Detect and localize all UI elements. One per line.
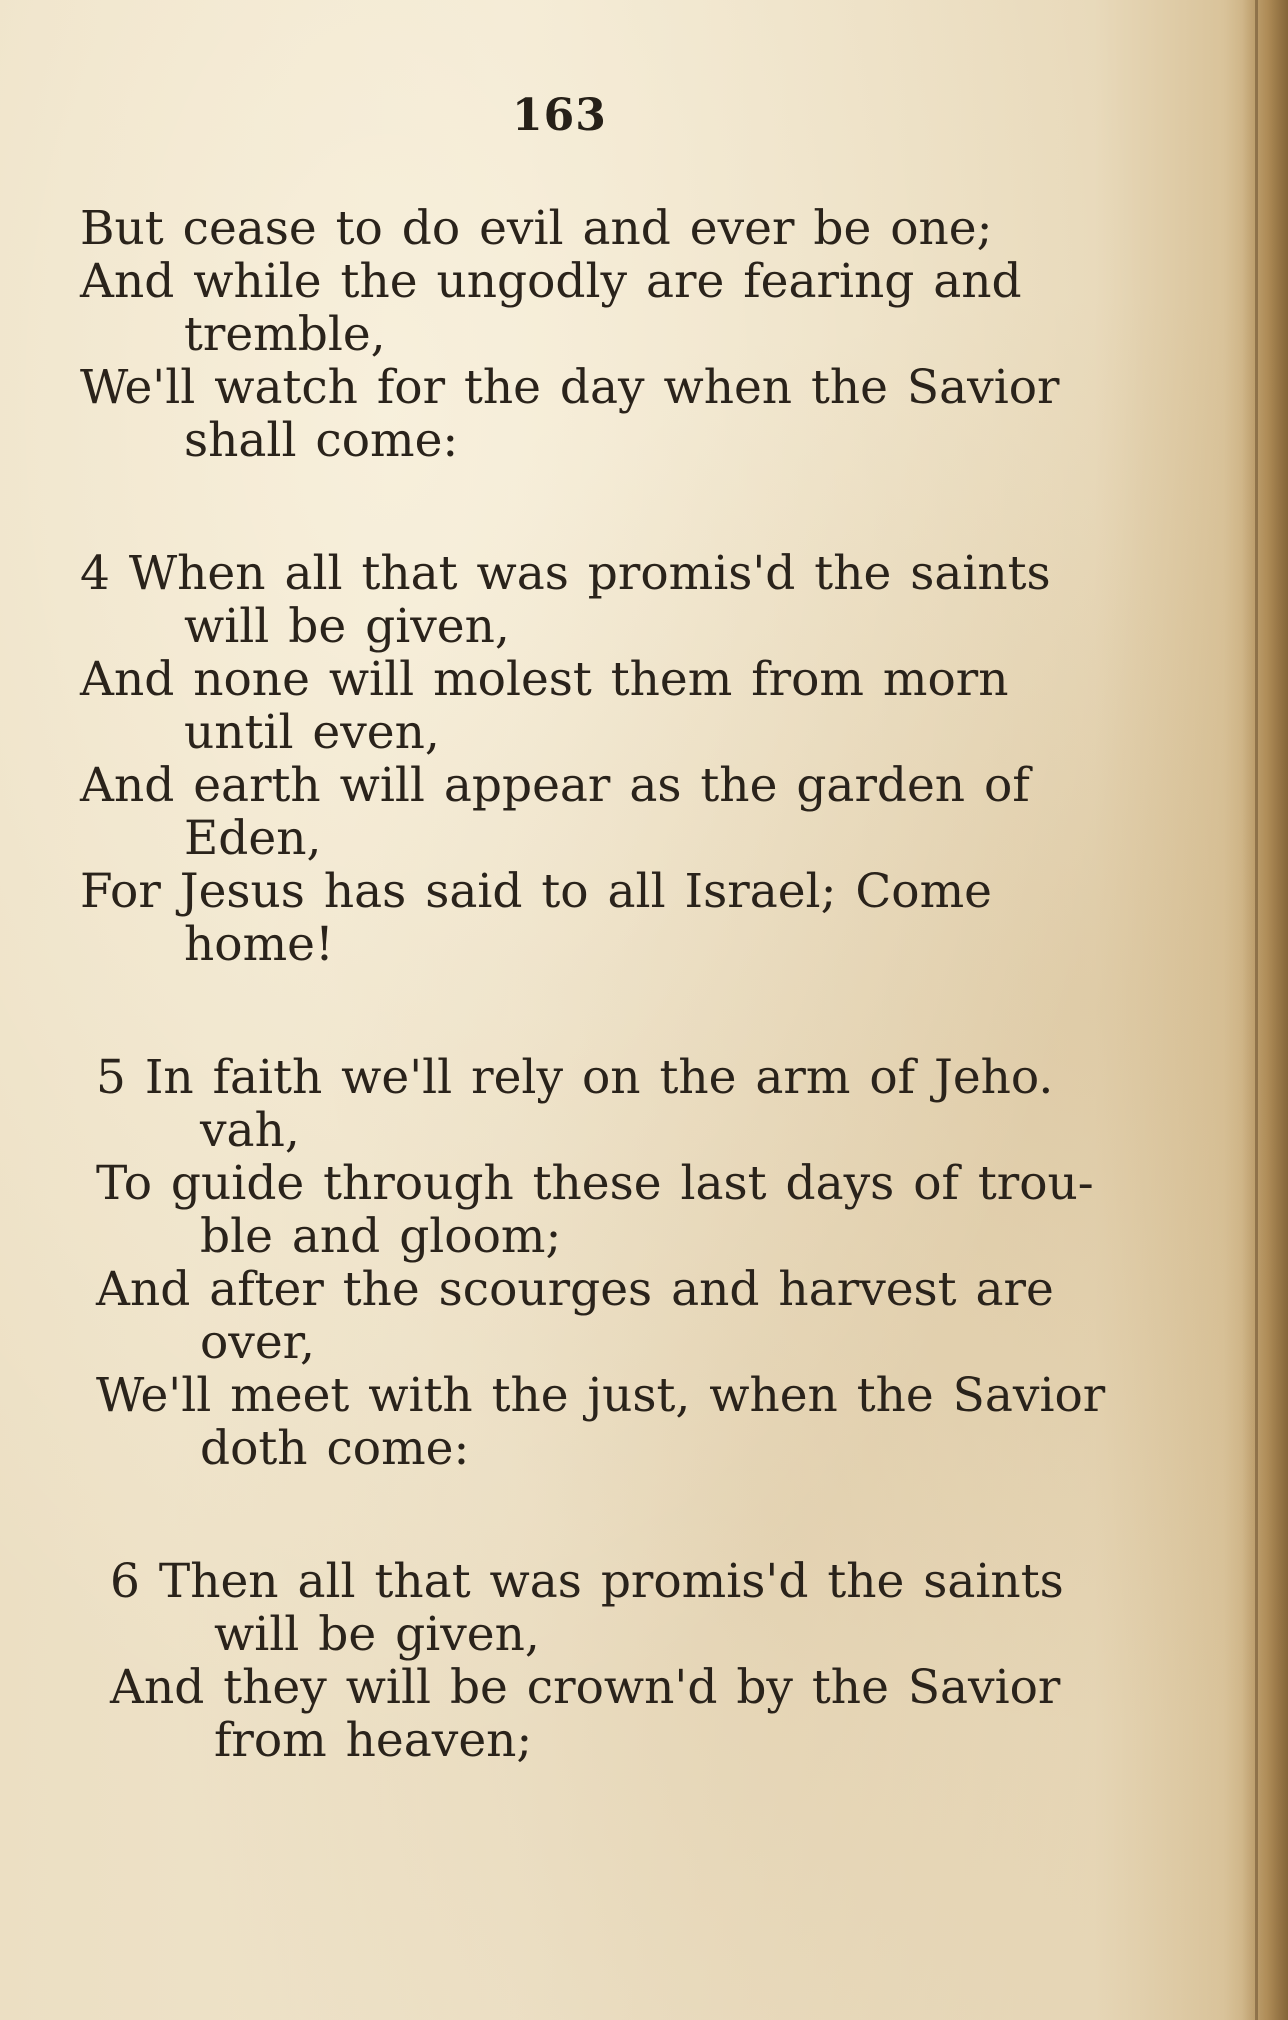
- verse-line: We'll meet with the just, when the Savior: [96, 1368, 1106, 1423]
- verse-line: And while the ungodly are fearing and: [80, 254, 1022, 309]
- verse-line-continuation: will be given,: [184, 599, 510, 654]
- page-spine: [1255, 0, 1258, 2020]
- verse-line: But cease to do evil and ever be one;: [80, 201, 993, 256]
- verse-line-continuation: doth come:: [200, 1421, 470, 1476]
- stanza-5: [96, 1050, 1106, 1476]
- verse-line: And after the scourges and harvest are: [96, 1262, 1054, 1317]
- verse-line-continuation: home!: [184, 917, 334, 972]
- verse-line-continuation: over,: [200, 1315, 315, 1370]
- page-edge-shadow: [1242, 0, 1288, 2020]
- verse-line: 6 Then all that was promis'd the saints: [110, 1554, 1064, 1609]
- verse-line: 5 In faith we'll rely on the arm of Jeho.: [96, 1050, 1054, 1105]
- verse-line: For Jesus has said to all Israel; Come: [80, 864, 992, 919]
- page-number: 163: [512, 90, 607, 141]
- verse-line-continuation: ble and gloom;: [200, 1209, 562, 1264]
- verse-line-continuation: until even,: [184, 705, 440, 760]
- stanza-6: [110, 1555, 1090, 1767]
- verse-line-continuation: shall come:: [184, 413, 459, 468]
- stanza-3-ending: [80, 202, 1090, 467]
- verse-line-continuation: vah,: [200, 1103, 300, 1158]
- verse-line-continuation: will be given,: [214, 1607, 540, 1662]
- stanza-4: [80, 547, 1090, 971]
- verse-line-continuation: from heaven;: [214, 1713, 533, 1768]
- verse-line: To guide through these last days of trou-: [96, 1156, 1094, 1211]
- verse-line: And they will be crown'd by the Savior: [110, 1660, 1061, 1715]
- verse-line: And earth will appear as the garden of: [80, 758, 1030, 813]
- verse-line: We'll watch for the day when the Savior: [80, 360, 1060, 415]
- verse-line: 4 When all that was promis'd the saints: [80, 546, 1051, 601]
- hymn-text: [80, 201, 1106, 1847]
- verse-line-continuation: Eden,: [184, 811, 322, 866]
- verse-line: And none will molest them from morn: [80, 652, 1009, 707]
- verse-line-continuation: tremble,: [184, 307, 386, 362]
